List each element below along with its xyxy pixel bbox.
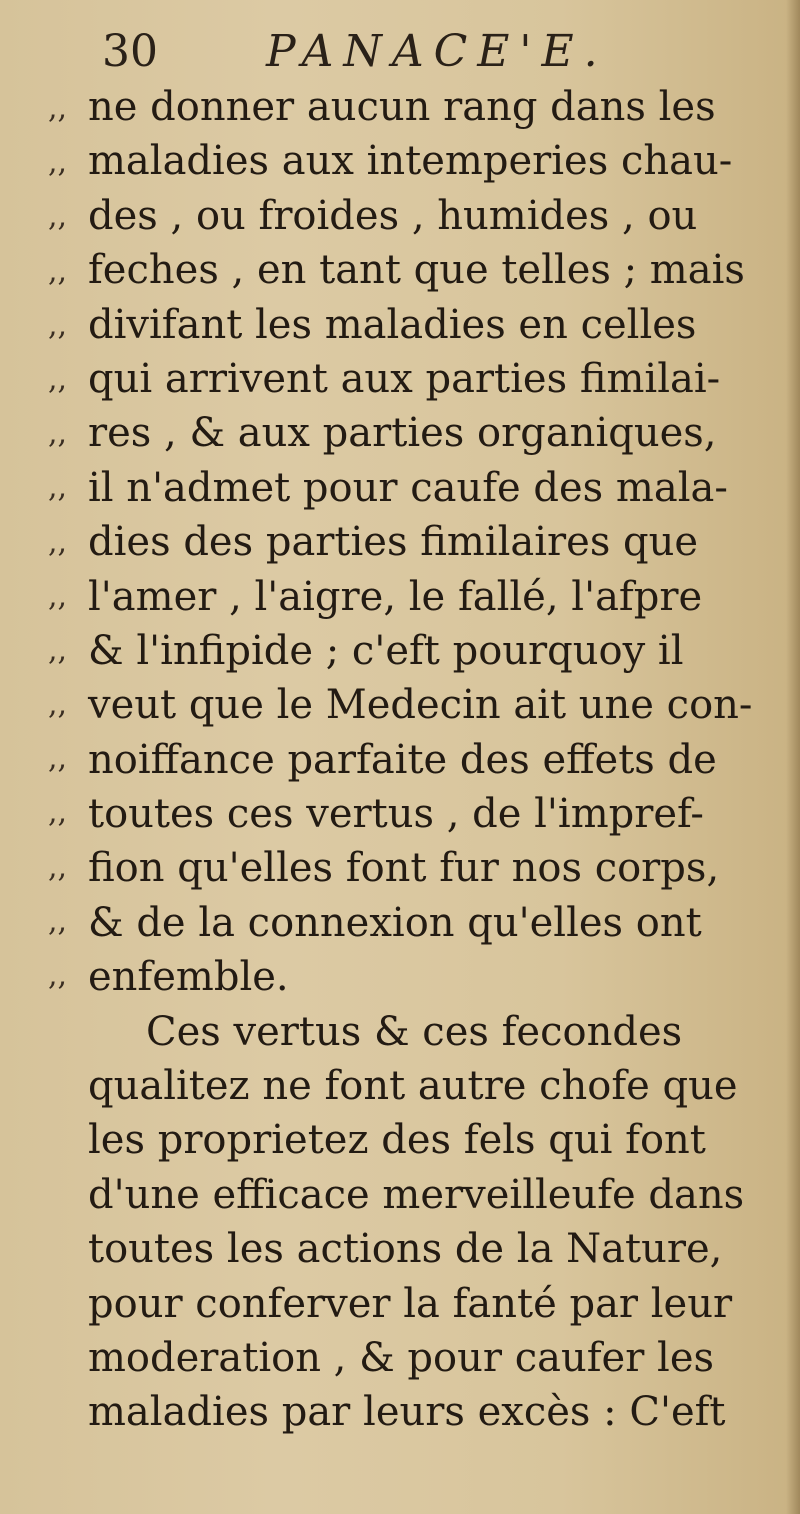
running-title: PANACE'E. [266, 26, 608, 77]
page-number: 30 [102, 26, 158, 77]
body-text [88, 80, 753, 1440]
text-line: feches , en tant que telles ; mais [88, 247, 745, 294]
quote-mark: ,, [48, 795, 68, 831]
text-line: noiffance parfaite des effets de [88, 736, 717, 783]
quote-mark: ,, [48, 361, 68, 397]
text-line: ne donner aucun rang dans les [88, 84, 716, 130]
text-line: qui arrivent aux parties fimilai- [88, 355, 721, 402]
text-line: qualitez ne font autre chofe que [88, 1063, 738, 1110]
paragraph-start-line: Ces vertus & ces fecondes [146, 1008, 683, 1055]
quote-mark: ,, [48, 687, 68, 723]
text-line: pour conferver la fanté par leur [88, 1280, 733, 1327]
text-line: maladies aux intemperies chau- [88, 138, 733, 185]
text-line: dies des parties fimilaires que [88, 519, 699, 566]
text-line: d'une efficace merveilleufe dans [88, 1171, 745, 1218]
quotation-marks-column [48, 82, 88, 1003]
quote-mark: ,, [48, 199, 68, 235]
text-line: divifant les maladies en celles [88, 301, 697, 348]
page-edge-shadow [786, 0, 800, 1514]
text-line: moderation , & pour caufer les [88, 1334, 715, 1381]
quote-mark: ,, [48, 632, 68, 668]
text-line: il n'admet pour caufe des mala- [88, 464, 728, 511]
text-line: & l'infipide ; c'eft pourquoy il [88, 627, 684, 674]
text-line: veut que le Medecin ait une con- [88, 682, 753, 729]
text-line: maladies par leurs excès : C'eft [88, 1389, 726, 1436]
quote-mark: ,, [48, 741, 68, 777]
quote-mark: ,, [48, 91, 68, 126]
quote-mark: ,, [48, 849, 68, 885]
quote-mark: ,, [48, 145, 68, 181]
text-line: des , ou froides , humides , ou [88, 192, 698, 239]
quote-mark: ,, [48, 307, 68, 343]
text-line: les proprietez des fels qui font [88, 1117, 706, 1164]
text-line: res , & aux parties organiques, [88, 410, 717, 457]
text-line: & de la connexion qu'elles ont [88, 899, 702, 946]
quote-mark: ,, [48, 253, 68, 289]
text-line: enfemble. [88, 954, 289, 1001]
quote-mark: ,, [48, 524, 68, 560]
text-line: l'amer , l'aigre, le fallé, l'afpre [88, 573, 703, 620]
quote-mark: ,, [48, 578, 68, 614]
text-line: toutes ces vertus , de l'impref- [88, 791, 704, 838]
text-line: toutes les actions de la Nature, [88, 1226, 723, 1273]
quote-mark: ,, [48, 416, 68, 452]
quote-mark: ,, [48, 958, 68, 993]
page-header [102, 26, 662, 76]
quote-mark: ,, [48, 903, 68, 939]
text-line: fion qu'elles font fur nos corps, [88, 845, 720, 892]
quote-mark: ,, [48, 470, 68, 506]
